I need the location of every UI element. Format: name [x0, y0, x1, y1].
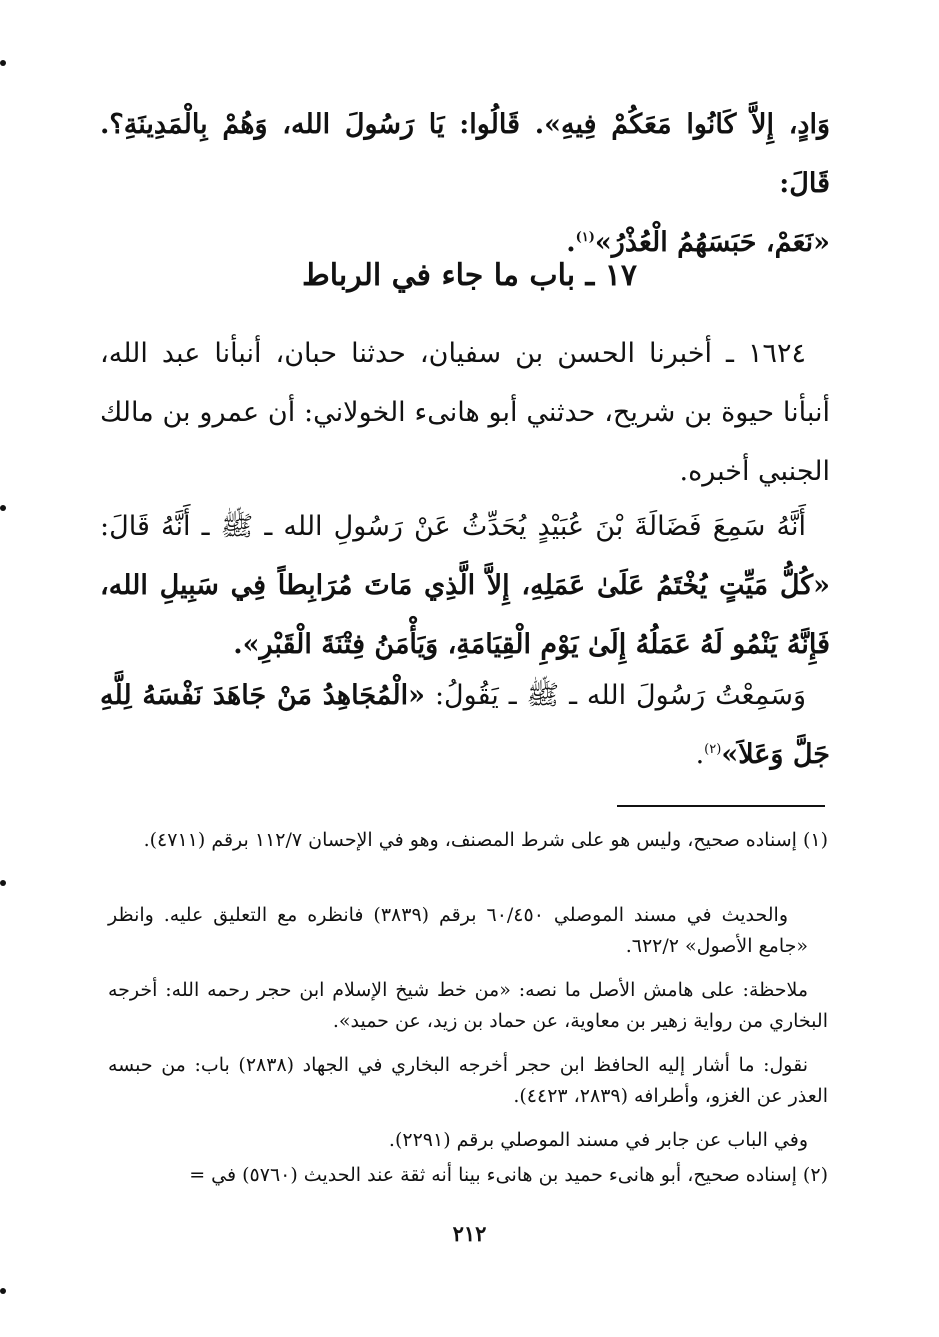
hadith-intro: أَنَّهُ سَمِعَ فَضَالَةَ بْنَ عُبَيْدٍ يُحَدِّثُ عَنْ رَسُولِ الله ـ ﷺ ـ أَنَّهُ قَالَ:: [100, 511, 806, 542]
footnote-divider: [617, 805, 825, 807]
scan-speck: [0, 60, 6, 66]
second-saying-block: [100, 666, 830, 784]
footnote-ref-2: (٢): [704, 742, 722, 757]
continuation-text: [100, 95, 830, 272]
continuation-line-1: وَادٍ، إِلاَّ كَانُوا مَعَكُمْ فِيهِ». قَالُوا: يَا رَسُولَ الله، وَهُمْ بِالْمَدِينَةِ؟. قَالَ:: [100, 109, 830, 199]
hadith-matn-block: [100, 497, 830, 674]
continuation-line-2: «نَعَمْ، حَبَسَهُمُ الْعُذْرُ»: [594, 227, 830, 258]
footnote-1-paragraph-3: ملاحظة: على هامش الأصل ما نصه: «من خط شيخ الإسلام ابن حجر رحمه الله: أخرجه البخاري من رواية زهير بن معاوية، عن حماد بن زيد، عن حميد».: [108, 979, 828, 1032]
hadith-matn: «كُلُّ مَيِّتٍ يُخْتَمُ عَلَىٰ عَمَلِهِ، إِلاَّ الَّذِي مَاتَ مُرَابِطاً فِي سَبِيلِ الله، فَإِنَّهُ يَنْمُو لَهُ عَمَلُهُ إِلَىٰ يَوْمِ الْقِيَامَةِ، وَيَأْمَنُ فِتْنَةَ الْقَبْرِ».: [100, 570, 830, 660]
footnote-2: (٢) إسناده صحيح، أبو هانىء حميد بن هانىء بينا أنه ثقة عند الحديث (٥٧٦٠) في =: [189, 1164, 828, 1186]
chapter-title: ١٧ ـ باب ما جاء في الرباط: [301, 258, 638, 293]
footnote-1-paragraph-4: نقول: ما أشار إليه الحافظ ابن حجر أخرجه البخاري في الجهاد (٢٨٣٨) باب: من حبسه العذر عن الغزو، وأطرافه (٢٨٣٩، ٤٤٢٣).: [108, 1054, 828, 1107]
footnote-ref-1: (١): [575, 230, 595, 245]
second-intro: وَسَمِعْتُ رَسُولَ الله ـ ﷺ ـ يَقُولُ:: [434, 680, 806, 711]
footnote-1-paragraph-5: وفي الباب عن جابر في مسند الموصلي برقم (٢٢٩١).: [388, 1129, 808, 1151]
page-number: ٢١٢: [452, 1221, 487, 1246]
footnote-1: (١) إسناده صحيح، وليس هو على شرط المصنف، وهو في الإحسان ١١٢/٧ برقم (٤٧١١).: [143, 829, 828, 851]
scan-speck: [0, 1288, 6, 1294]
continuation-end: .: [566, 227, 576, 258]
footnote-1-paragraph-2: والحديث في مسند الموصلي ٦٠/٤٥٠ برقم (٣٨٣٩) فانظره مع التعليق عليه. وانظر «جامع الأصول» ٦٢٢/٢.: [108, 904, 808, 957]
second-matn: «الْمُجَاهِدُ مَنْ جَاهَدَ نَفْسَهُ لِلَّهِ جَلَّ وَعَلاَ»: [100, 680, 830, 770]
hadith-isnad: ١٦٢٤ ـ أخبرنا الحسن بن سفيان، حدثنا حبان، أنبأنا عبد الله، أنبأنا حيوة بن شريح، حدثني أبو هانىء الخولاني: أن عمرو بن مالك الجنبي أخبره.: [100, 338, 830, 487]
scan-speck: [0, 880, 6, 886]
second-end: .: [695, 739, 705, 770]
scan-speck: [0, 505, 6, 511]
